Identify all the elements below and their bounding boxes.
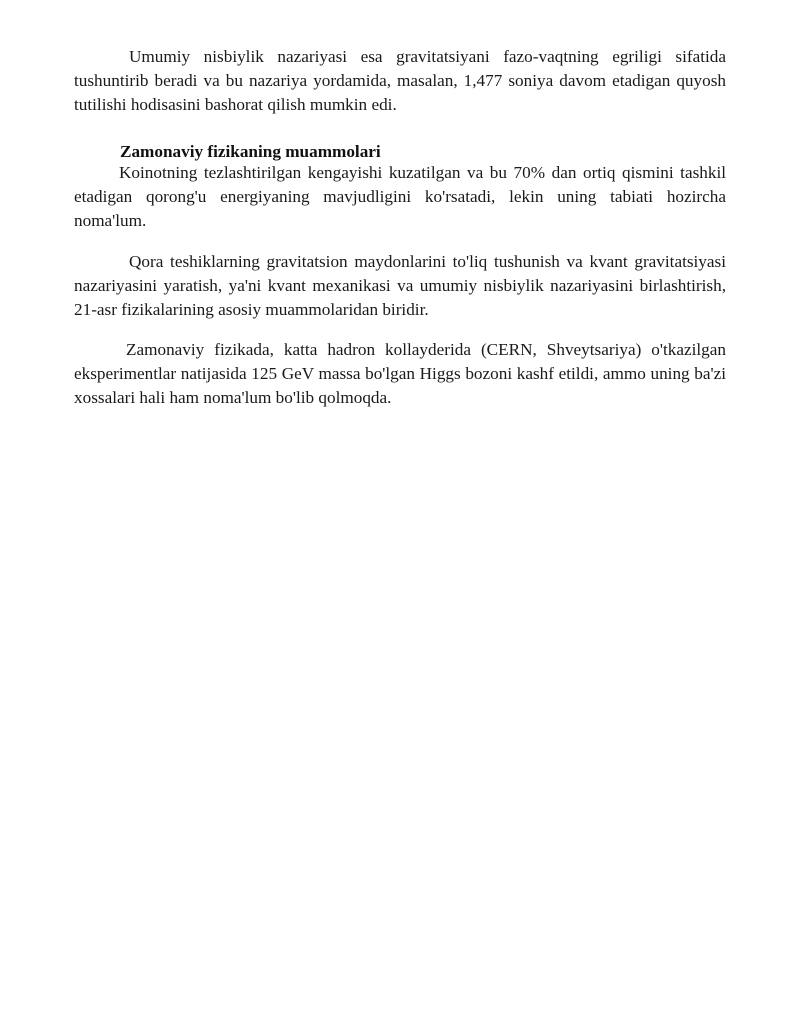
section-heading: Zamonaviy fizikaning muammolari	[120, 142, 381, 161]
paragraph-general-relativity: Umumiy nisbiylik nazariyasi esa gravitatsiyani fazo-vaqtning egriligi sifatida tushuntirib beradi va bu nazariya yordamida, masalan, 1,477 soniya davom etadigan quyosh tutilishi hodisasini bashorat qilish mumkin edi.	[74, 47, 726, 114]
paragraph-higgs-boson: Zamonaviy fizikada, katta hadron kollayderida (CERN, Shveytsariya) o'tkazilgan eksperimentlar natijasida 125 GeV massa bo'lgan Higgs bozoni kashf etildi, ammo uning ba'zi xossalari hali ham noma'lum bo'lib qolmoqda.	[74, 340, 726, 407]
paragraph-dark-energy: Koinotning tezlashtirilgan kengayishi kuzatilgan va bu 70% dan ortiq qismini tashkil etadigan qorong'u energiyaning mavjudligini ko'rsatadi, lekin uning tabiati hozircha noma'lum.	[74, 163, 726, 230]
paragraph-quantum-gravity: Qora teshiklarning gravitatsion maydonlarini to'liq tushunish va kvant gravitatsiyasi nazariyasini yaratish, ya'ni kvant mexanikasi va umumiy nisbiylik nazariyasini birlashtirish, 21-asr fizikalarining asosiy muammolaridan biridir.	[74, 252, 726, 319]
